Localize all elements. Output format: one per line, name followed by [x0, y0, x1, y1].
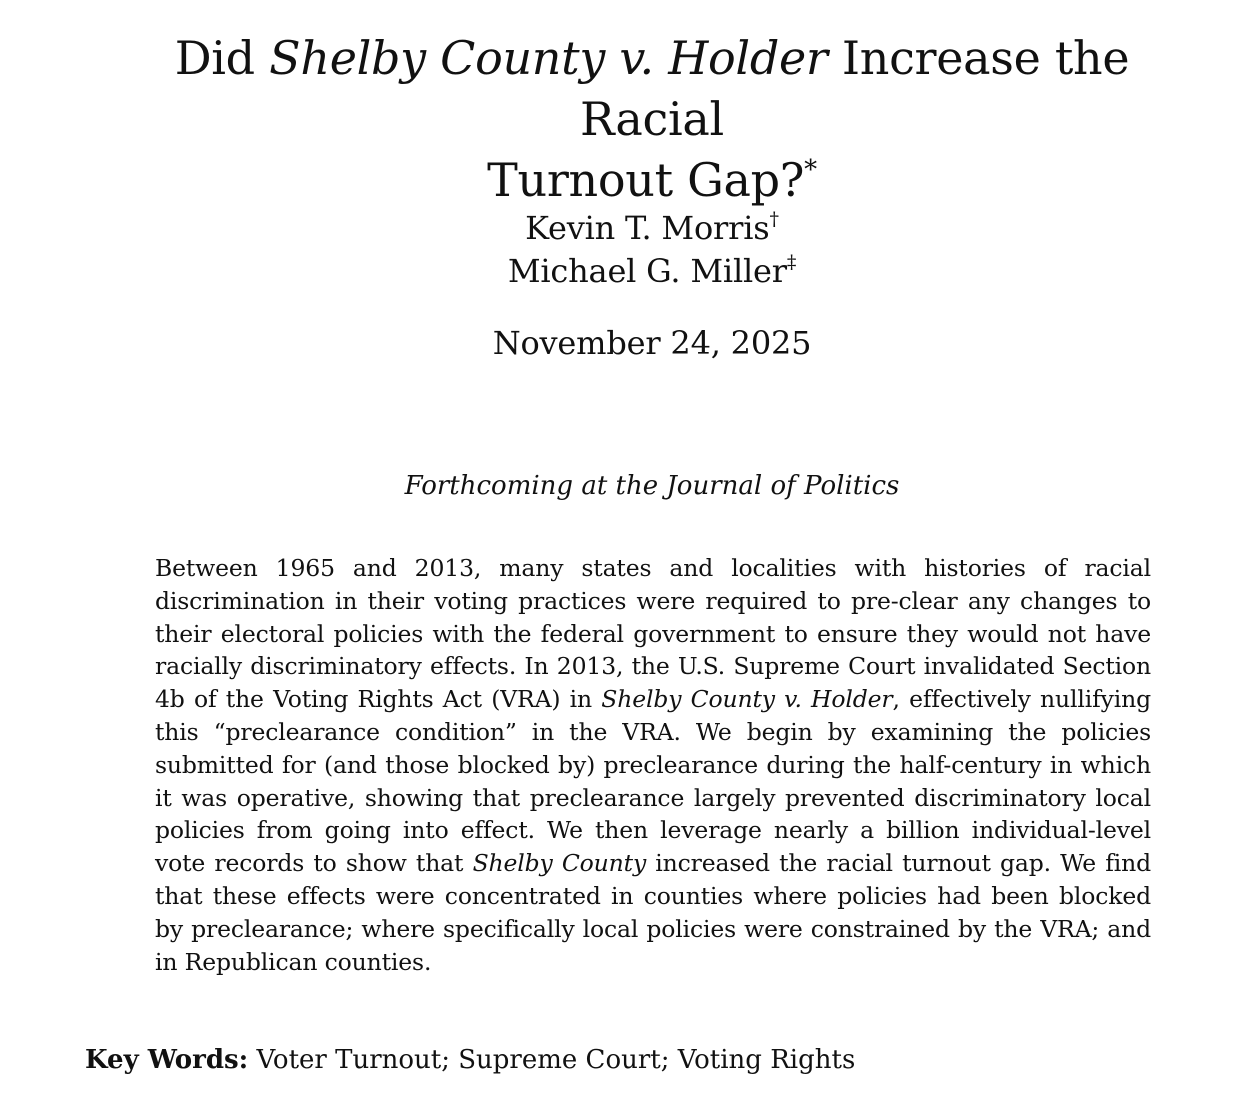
abstract-case-name: Shelby County v. Holder [601, 685, 893, 714]
keywords [85, 1043, 855, 1077]
title-case-name: Shelby County v. Holder [269, 31, 828, 85]
abstract-seg-3: , effectively nullifying this “preclearance condition” in the VRA. We begin by examining the policies submitted for (and those blocked by) preclearance during the half-century in which it was operative, showing that preclearance largely prevented discriminatory local policies from going into effect. We then leverage nearly a billion individual-level vote records to show that [155, 685, 1151, 878]
abstract-case-short-name: Shelby County [472, 849, 647, 878]
publication-venue: Forthcoming at the Journal of Politics [404, 471, 900, 501]
paper-date: November 24, 2025 [492, 324, 812, 362]
abstract [155, 552, 1151, 978]
abstract-seg-1: Between 1965 and 2013, many states and localities with histories of racial discrimination in their voting practices were required to pre-clear any changes to their electoral policies with the federal government to ensure they would not have racially discriminatory effects. In 2013, the U.S. Supreme Court invalidated Section 4b of the Voting Rights Act (VRA) in [155, 554, 1151, 714]
abstract-seg-5: increased the racial turnout gap. We find that these effects were concentrated in counties where policies had been blocked by preclearance; where specifically local policies were constrained by the VRA; and in Republican counties. [155, 849, 1151, 976]
author-2-footnote-mark: ‡ [786, 251, 797, 273]
author-1-footnote-mark: † [769, 208, 779, 230]
author-1 [0, 208, 1234, 248]
title-footnote-mark: * [804, 155, 817, 185]
title-part-1: Did [174, 31, 270, 85]
paper-title [100, 28, 1204, 211]
keywords-label: Key Words: [85, 1045, 249, 1075]
author-2 [0, 251, 1234, 291]
keywords-value: Voter Turnout; Supreme Court; Voting Rights [256, 1045, 856, 1075]
title-part-2: Increase the Racial [580, 31, 1130, 146]
author-1-name: Kevin T. Morris [525, 209, 770, 247]
title-part-3: Turnout Gap? [487, 153, 805, 207]
author-2-name: Michael G. Miller [507, 252, 787, 290]
